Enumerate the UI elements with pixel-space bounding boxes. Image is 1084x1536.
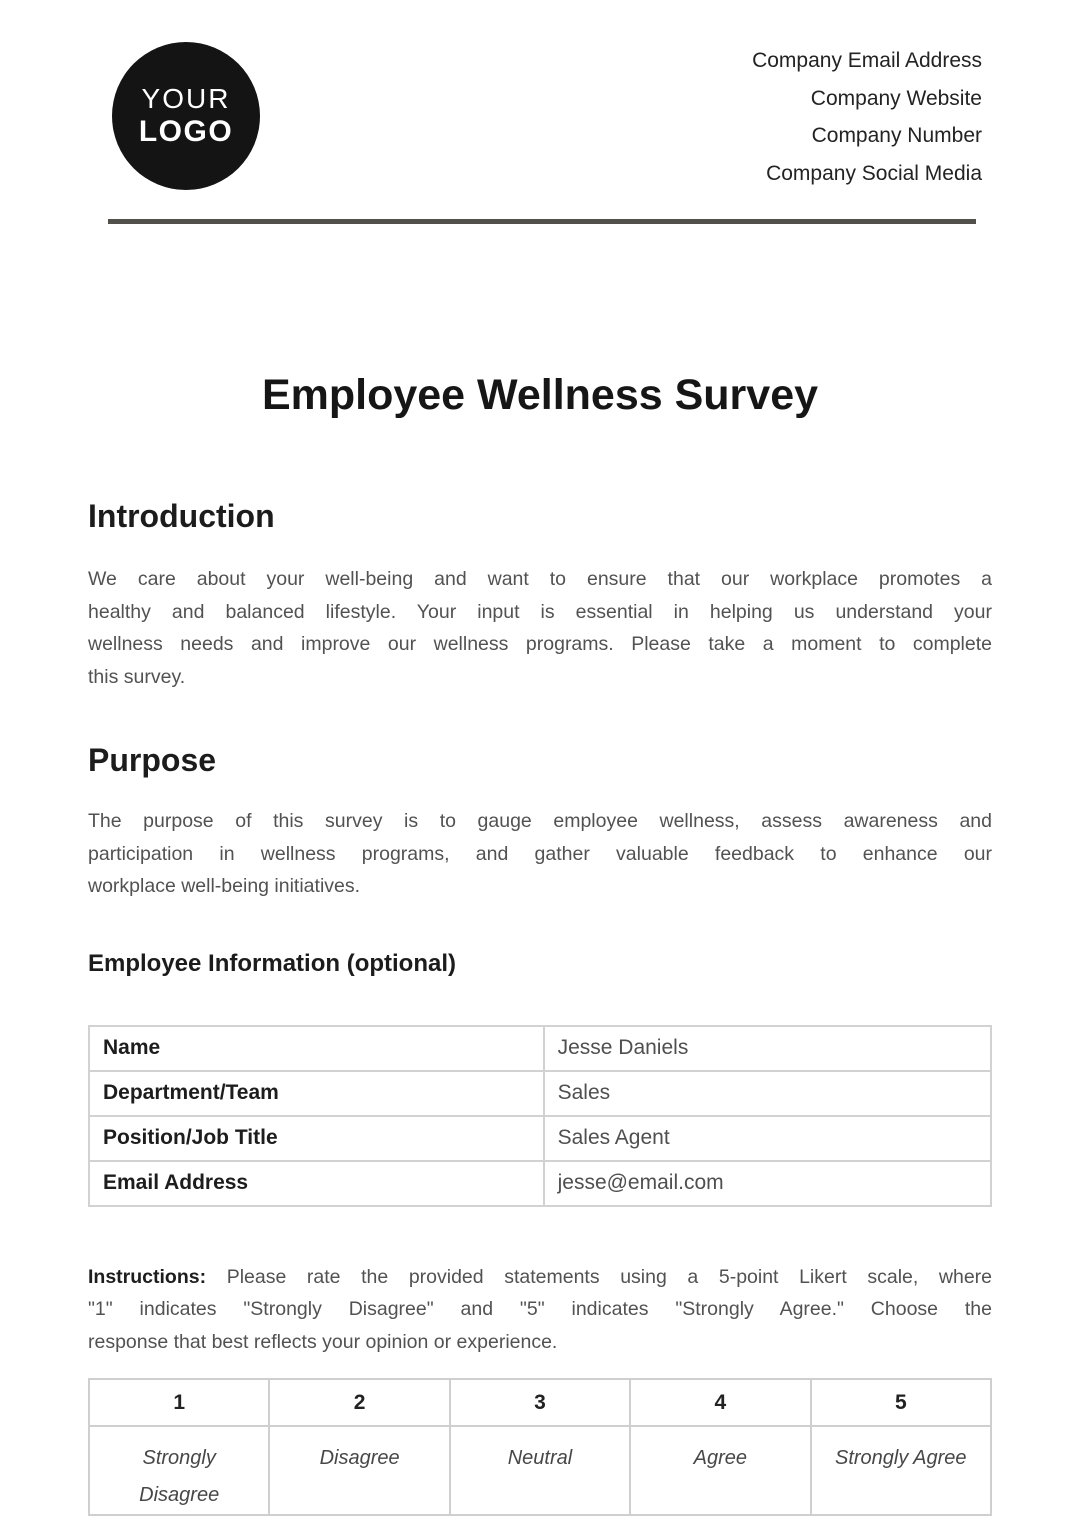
company-contact-block — [752, 42, 982, 192]
likert-value-2: 2 — [269, 1379, 449, 1426]
paragraph-line: The purpose of this survey is to gauge employee wellness, assess awareness and — [88, 810, 992, 832]
company-website-line: Company Website — [810, 86, 982, 110]
paragraph-line: workplace well-being initiatives. — [88, 875, 361, 897]
paragraph-line: healthy and balanced lifestyle. Your input is essential in helping us understand your — [88, 600, 992, 623]
paragraph-line: this survey. — [88, 665, 186, 688]
purpose-paragraph — [88, 805, 992, 903]
likert-label-disagree: Disagree — [269, 1426, 449, 1515]
info-label-department: Department/Team — [89, 1071, 544, 1116]
likert-values-row — [89, 1379, 991, 1426]
likert-value-4: 4 — [630, 1379, 810, 1426]
paragraph-line: "1" indicates "Strongly Disagree" and "5" indicates "Strongly Agree." Choose the — [88, 1298, 992, 1320]
letterhead — [0, 0, 1084, 190]
table-row — [89, 1071, 991, 1116]
page-title: Employee Wellness Survey — [261, 371, 819, 419]
table-row — [89, 1116, 991, 1161]
instructions-paragraph — [88, 1261, 992, 1359]
info-label-name: Name — [89, 1026, 544, 1071]
paragraph-line: wellness needs and improve our wellness programs. Please take a moment to complete — [88, 633, 992, 655]
employee-info-table — [88, 1025, 992, 1207]
likert-scale-table — [88, 1378, 992, 1516]
company-number-line: Company Number — [811, 124, 982, 147]
instructions-line-rest: Please rate the provided statements using a 5-point Likert scale, where — [226, 1265, 993, 1288]
likert-label-neutral: Neutral — [450, 1426, 630, 1515]
instructions-label: Instructions: — [88, 1265, 207, 1288]
likert-value-3: 3 — [450, 1379, 630, 1426]
company-email-line: Company Email Address — [752, 49, 982, 72]
introduction-paragraph — [88, 563, 992, 693]
likert-label-strongly-disagree: Strongly Disagree — [89, 1426, 269, 1515]
info-label-email: Email Address — [89, 1161, 544, 1206]
likert-labels-row — [89, 1426, 991, 1515]
likert-value-1: 1 — [89, 1379, 269, 1426]
table-row — [89, 1026, 991, 1071]
likert-label-strongly-agree: Strongly Agree — [811, 1426, 991, 1515]
document-body — [0, 370, 1084, 1516]
info-value-position: Sales Agent — [544, 1116, 991, 1161]
info-value-email: jesse@email.com — [544, 1161, 991, 1206]
employee-info-heading: Employee Information (optional) — [88, 949, 457, 977]
table-row — [89, 1161, 991, 1206]
header-divider — [108, 219, 976, 224]
info-value-name: Jesse Daniels — [544, 1026, 991, 1071]
paragraph-line: We care about your well-being and want to ensure that our workplace promotes a — [88, 568, 992, 590]
likert-label-agree: Agree — [630, 1426, 810, 1515]
company-social-line: Company Social Media — [766, 161, 982, 185]
logo-text-your: YOUR — [141, 82, 231, 114]
company-logo — [112, 42, 260, 190]
info-value-department: Sales — [544, 1071, 991, 1116]
introduction-heading: Introduction — [88, 498, 275, 534]
paragraph-line — [88, 1261, 992, 1294]
paragraph-line: participation in wellness programs, and gather valuable feedback to enhance our — [88, 842, 992, 865]
info-label-position: Position/Job Title — [89, 1116, 544, 1161]
paragraph-line: response that best reflects your opinion or experience. — [88, 1330, 558, 1353]
likert-value-5: 5 — [811, 1379, 991, 1426]
purpose-heading: Purpose — [88, 742, 217, 778]
logo-text-logo: LOGO — [138, 114, 234, 148]
